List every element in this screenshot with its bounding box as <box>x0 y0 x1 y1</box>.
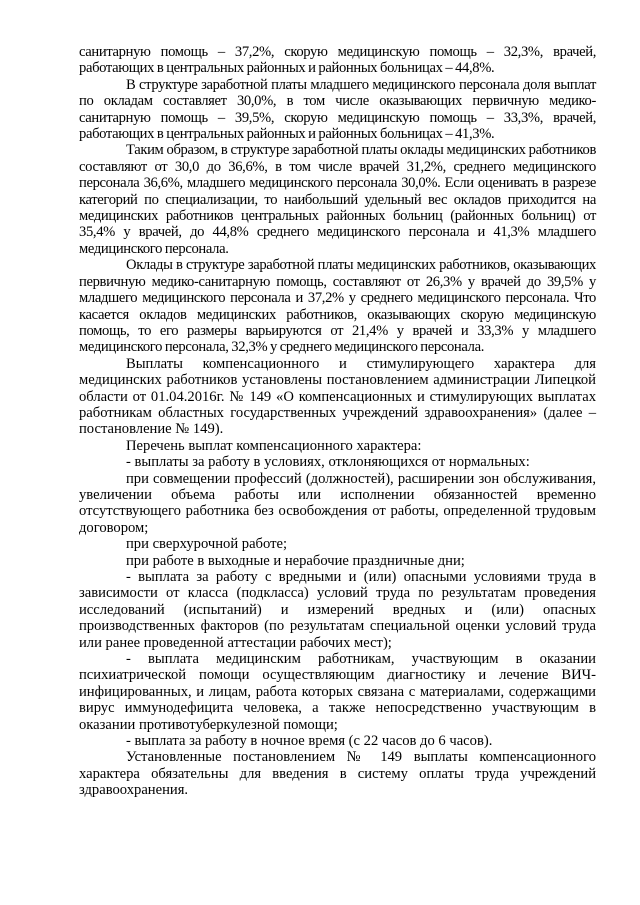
paragraph-compensation-regulation: Выплаты компенсационного и стимулирующего характера для медицинских работников установлены постановлением администрации Липецкой области от 01.04.2016г. № 149 «О компенсационных и стимулирующих выплатах работникам областных государственных учреждений здравоохранения» (далее – постановление № 149). <box>79 355 596 438</box>
paragraph-mandatory-payments: Установленные постановлением № 149 выплаты компенсационного характера обязательны для введения в систему оплаты труда учреждений здравоохранения. <box>79 749 596 799</box>
paragraph-compensation-list-heading: Перечень выплат компенсационного характера: <box>126 437 422 454</box>
paragraph-conclusion-salaries: Таким образом, в структуре заработной платы оклады медицинских работников составляют от 30,0 до 36,6%, в том числе врачей 31,2%, среднего медицинского персонала 36,6%, младшего медицинского персонала 30,0%. Если оценивать в разрезе категорий по специализации, то наибольший удельный вес окладов приходится на медицинских работников центральных районных больниц (районных больниц) от 35,4% у врачей, до 44,8% среднего медицинского персонала и 41,3% младшего медицинского персонала. <box>79 142 596 257</box>
paragraph-junior-staff-salary: В структуре заработной платы младшего медицинского персонала доля выплат по окладам составляет 30,0%, в том числе оказывающих первичную медико-санитарную помощь – 39,5%, скорую медицинскую помощь – 33,3%, врачей, работающих в центральных районных и районных больницах – 41,3%. <box>79 76 596 143</box>
list-item-psychiatric-hiv: - выплата медицинским работникам, участвующим в оказании психиатрической помощи осуществляющим диагностику и лечение ВИЧ-инфицированных, и лицам, работа которых связана с материалами, содержащими вирус иммунодефицита человека, а также непосредственно участвующим в оказании противотуберкулезной помощи; <box>79 651 596 733</box>
document-body <box>79 44 596 799</box>
paragraph-primary-care-salaries: Оклады в структуре заработной платы медицинских работников, оказывающих первичную медико-санитарную помощь, составляют от 26,3% у врачей до 39,5% у младшего медицинского персонала и 37,2% у среднего медицинского персонала. Что касается окладов медицинских работников, оказывающих скорую медицинскую помощь, то его размеры варьируются от 21,4% у врачей и 33,3% у младшего медицинского персонала, 32,3% у среднего медицинского персонала. <box>79 257 596 356</box>
list-item-combined-duties: при совмещении профессий (должностей), расширении зон обслуживания, увеличении объема работы или исполнении обязанностей временно отсутствующего работника без освобождения от работы, определенной трудовым договором; <box>79 470 596 536</box>
list-item-overtime: при сверхурочной работе; <box>126 536 287 553</box>
paragraph-continuation: санитарную помощь – 37,2%, скорую медицинскую помощь – 32,3%, врачей, работающих в центральных районных и районных больницах – 44,8%. <box>79 44 596 77</box>
list-item-hazardous-conditions: - выплата за работу с вредными и (или) опасными условиями труда в зависимости от класса (подкласса) условий труда по результатам проведения исследований (испытаний) и измерений вредных и (или) опасных производственных факторов (по результатам специальной оценки условий труда или ранее проведенной аттестации рабочих мест); <box>79 569 596 651</box>
list-item-abnormal-conditions: - выплаты за работу в условиях, отклоняющихся от нормальных: <box>126 454 530 471</box>
list-item-night-work: - выплата за работу в ночное время (с 22 часов до 6 часов). <box>126 733 493 750</box>
list-item-holidays: при работе в выходные и нерабочие праздничные дни; <box>126 552 465 569</box>
